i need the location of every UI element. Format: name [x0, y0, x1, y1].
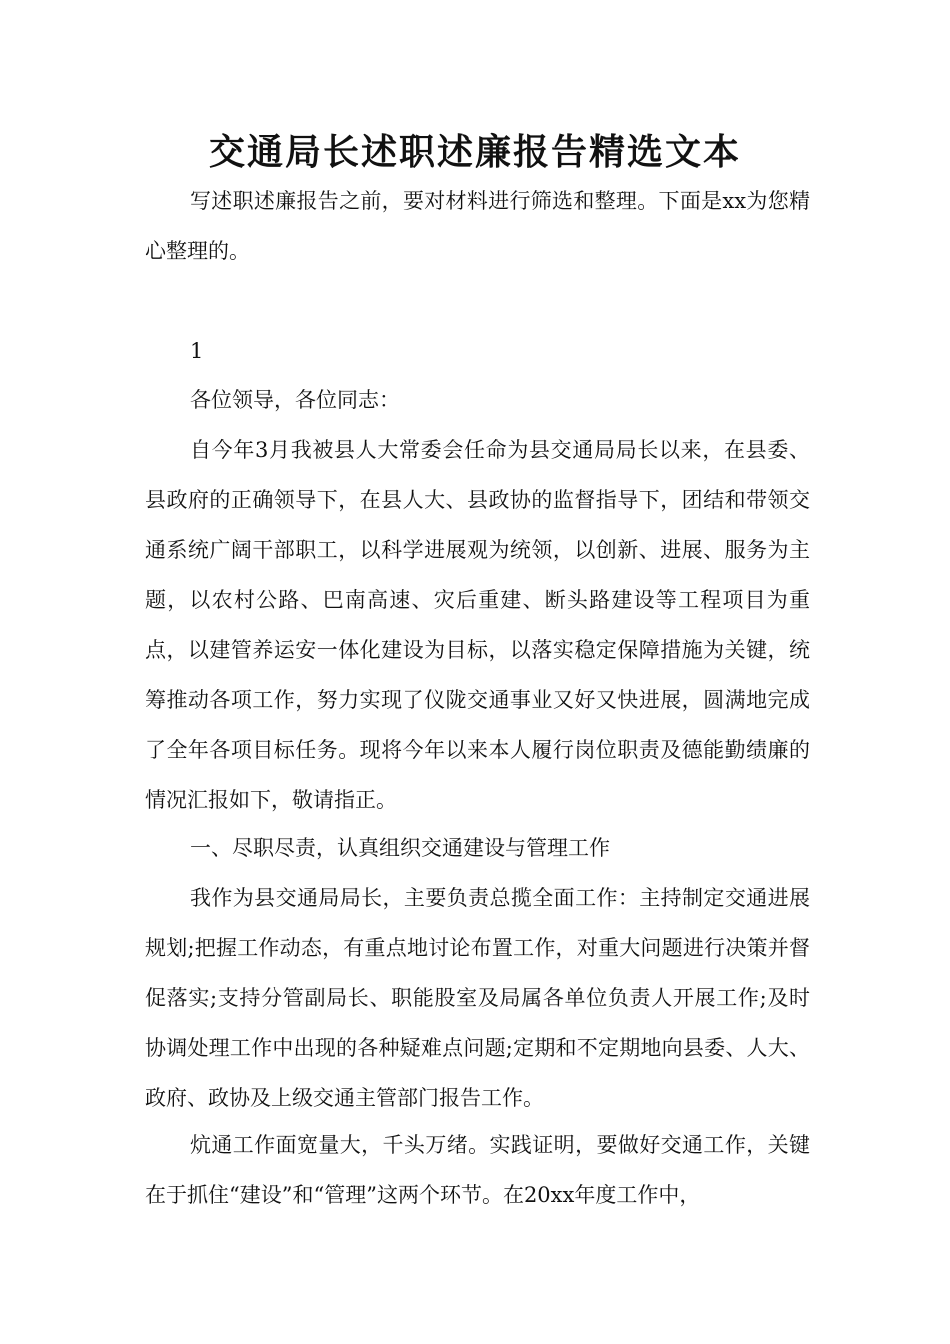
body-paragraph-2: 我作为县交通局局长，主要负责总揽全面工作：主持制定交通进展规划;把握工作动态，有重点地讨论布置工作，对重大问题进行决策并督促落实;支持分管副局长、职能股室及局属各单位负责人开展工作;及时协调处理工作中出现的各种疑难点问题;定期和不定期地向县委、人大、政府、政协及上级交通主管部门报告工作。	[145, 886, 810, 1110]
document-title: 交通局长述职述廉报告精选文本	[208, 132, 741, 173]
section-number: 1	[190, 339, 204, 363]
salutation: 各位领导，各位同志：	[190, 388, 400, 412]
intro-paragraph: 写述职述廉报告之前，要对材料进行筛选和整理。下面是xx为您精心整理的。	[145, 189, 810, 263]
section-heading-1: 一、尽职尽责，认真组织交通建设与管理工作	[190, 836, 610, 860]
body-paragraph-1: 自今年3月我被县人大常委会任命为县交通局局长以来，在县委、县政府的正确领导下，在县人大、县政协的监督指导下，团结和带领交通系统广阔干部职工，以科学进展观为统领，以创新、进展、服务为主题，以农村公路、巴南高速、灾后重建、断头路建设等工程项目为重点，以建管养运安一体化建设为目标，以落实稳定保障措施为关键，统筹推动各项工作，努力实现了仪陇交通事业又好又快进展，圆满地完成了全年各项目标任务。现将今年以来本人履行岗位职责及德能勤绩廉的情况汇报如下，敬请指正。	[145, 438, 810, 812]
body-paragraph-3: 炕通工作面宽量大，千头万绪。实践证明，要做好交通工作，关键在于抓住“建设”和“管理”这两个环节。在20xx年度工作中，	[145, 1133, 810, 1207]
